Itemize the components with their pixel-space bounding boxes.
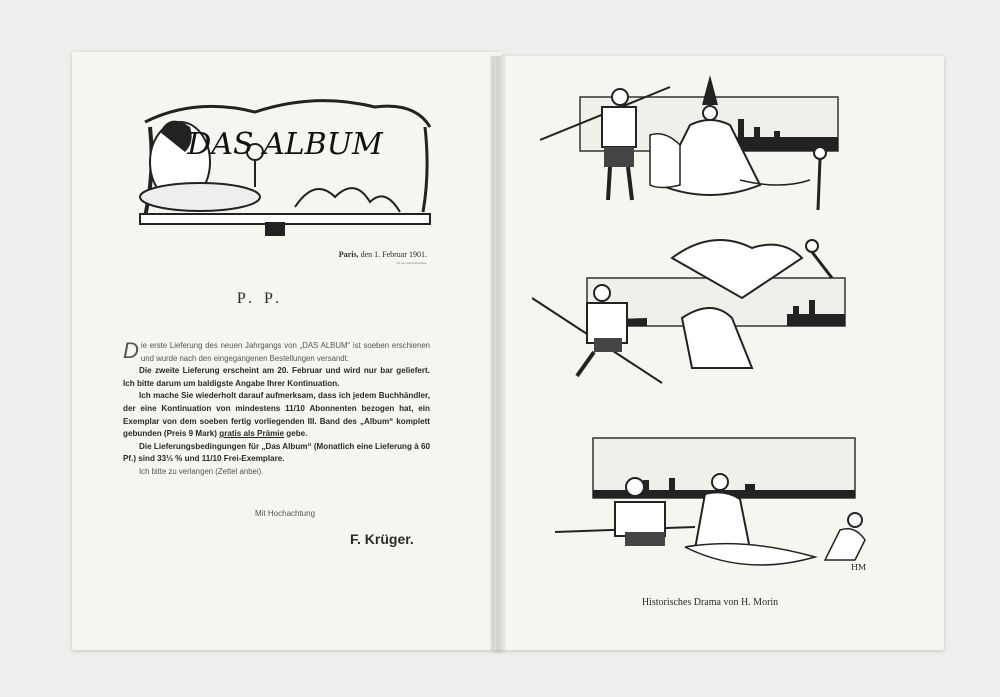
dateline [0,250,427,265]
illustration-fallen-knights [555,432,875,582]
masthead-illustration [135,92,435,242]
dateline-date: den 1. Februar 1901. [358,250,427,259]
paragraph-3-underlined: gratis als Prämie [219,429,285,439]
paragraph-1-text: ie erste Lieferung des neuen Jahrgangs von „DAS ALBUM“ ist soeben erschienen und wurde nach den eingegangenen Bestellungen versandt. [140,341,430,363]
paragraph-4: Die Lieferungsbedingungen für „Das Album“ (Monatlich eine Lieferung à 60 Pf.) sind 33⅓ % und 11/10 Frei-Exemplare. [123,441,430,464]
illustration-caption: Historisches Drama von H. Morin [641,597,779,608]
paragraph-3-text: Ich mache Sie wiederholt darauf aufmerksam, dass ich jedem Buchhändler, der eine Kontinuation von mindestens 11/10 Abonnenten bezogen hat, ein Exemplar von dem soeben fertig vorliegenden III. Band des „Album“ komplett gebunden (Preis 9 Mark) [123,391,430,439]
drop-cap: D [123,338,139,363]
letter-body [123,340,430,479]
paragraph-2: Die zweite Lieferung erscheint am 20. Februar und wird nur bar geliefert. Ich bitte darum um baldigste Angabe Ihrer Kontinuation. [123,366,430,388]
paragraph-3-end: gebe. [284,429,308,439]
closing: Mit Hochachtung [255,509,316,518]
illustration-knight-and-lady [540,75,840,215]
dateline-place: Paris, [338,250,359,259]
signature: F. Krüger. [350,531,414,547]
artist-monogram: HM [851,563,867,572]
salutation: P. P. [236,290,284,307]
paragraph-5: Ich bitte zu verlangen (Zettel anbei). [139,466,264,476]
illustration-jousting-fall [532,228,852,388]
paragraph-3 [123,390,430,440]
masthead-title: DAS ALBUM [187,127,383,162]
paragraph-1 [123,340,430,365]
dateline-address: 20, rue Grange-Batelière. [396,261,427,265]
book-spine [490,56,506,650]
